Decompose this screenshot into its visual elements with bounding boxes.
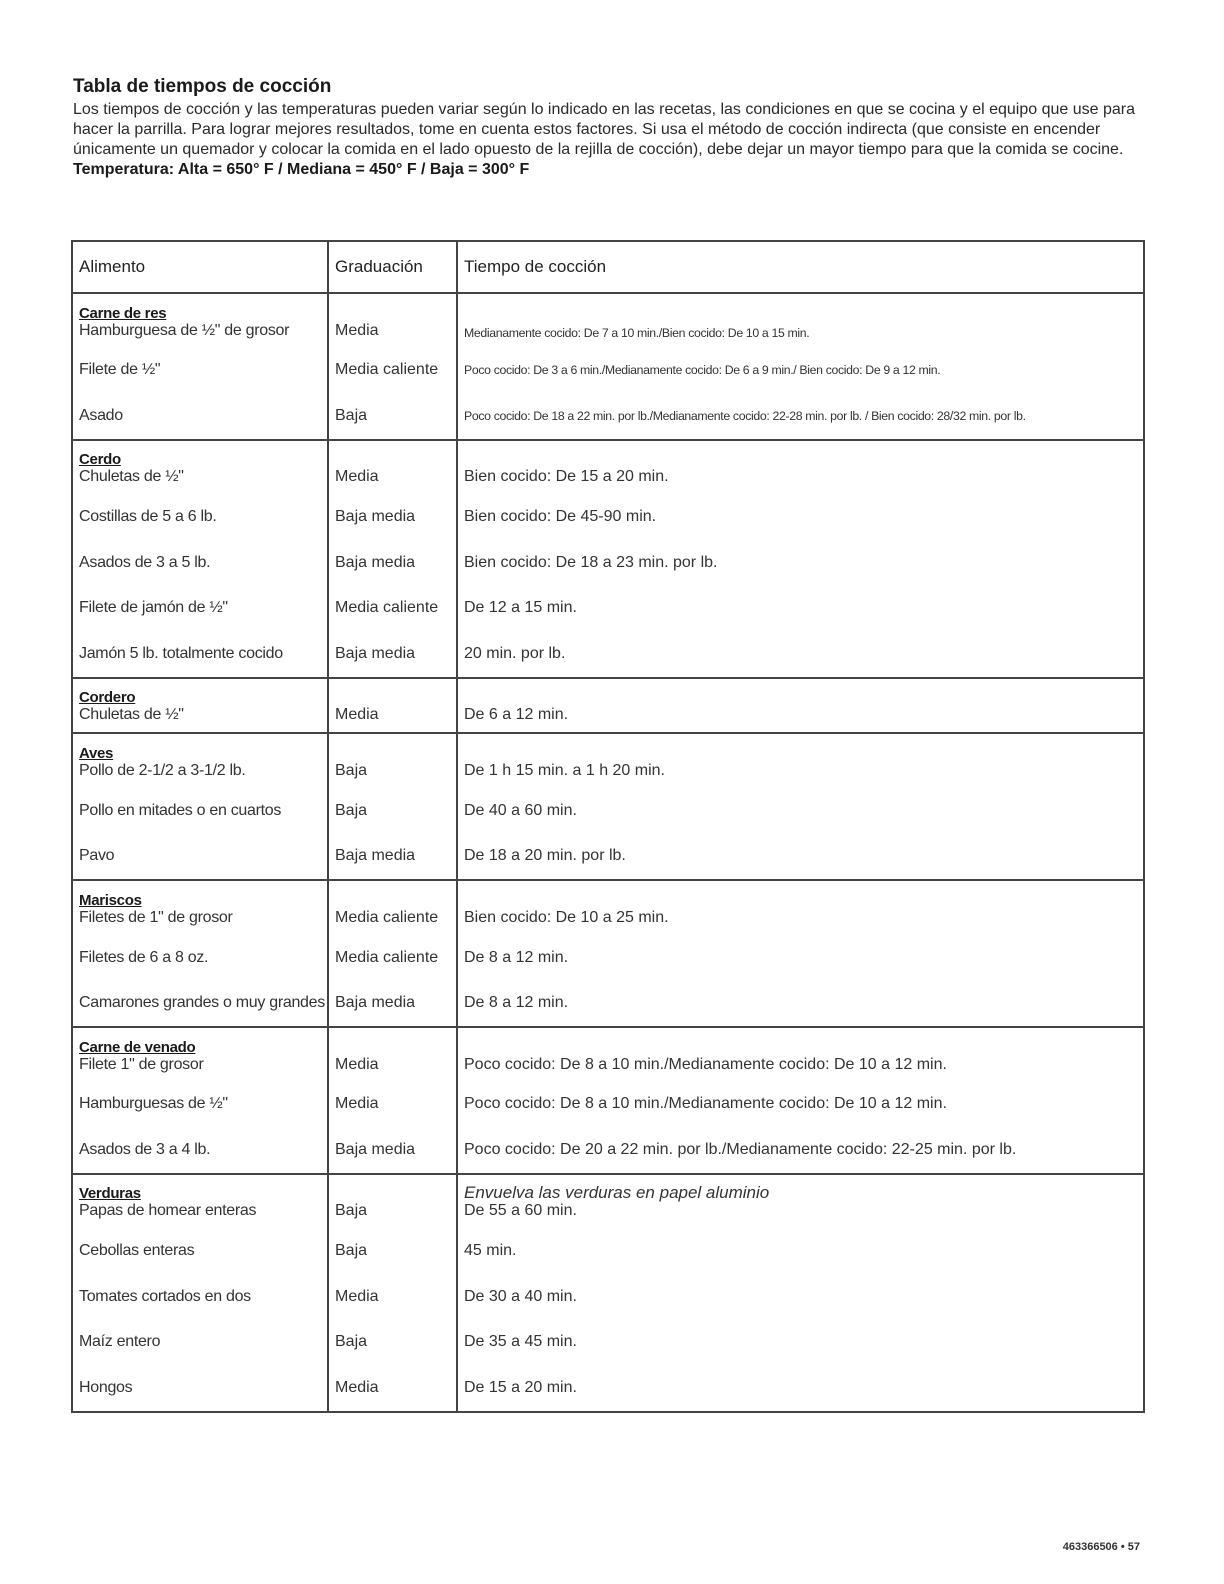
food-cell — [72, 935, 328, 981]
table-row — [72, 586, 1144, 632]
food-cell — [72, 1274, 328, 1320]
time-label: De 6 a 12 min. — [464, 706, 569, 724]
table-row — [72, 1319, 1144, 1365]
time-label: Poco cocido: De 3 a 6 min./Medianamente cocido: De 6 a 9 min./ Bien cocido: De 9 a 12 min. — [464, 363, 941, 378]
table-row — [72, 440, 1144, 495]
food-label: Costillas de 5 a 6 lb. — [79, 508, 217, 526]
food-cell — [72, 834, 328, 881]
setting-cell: Media — [328, 1027, 457, 1082]
food-cell — [72, 788, 328, 834]
setting-cell: Baja media — [328, 540, 457, 586]
time-label: Poco cocido: De 18 a 22 min. por lb./Medianamente cocido: 22-28 min. por lb. / Bien cocido: 28/32 min. por lb. — [464, 408, 1026, 423]
food-label: Filete de ½" — [79, 361, 161, 379]
category-label: Cordero — [79, 689, 136, 707]
food-label: Cebollas enteras — [79, 1242, 195, 1260]
food-cell — [72, 631, 328, 678]
food-label: Hamburguesa de ½" de grosor — [79, 321, 290, 339]
time-label: Bien cocido: De 15 a 20 min. — [464, 468, 669, 486]
time-cell — [457, 980, 1144, 1027]
table-row — [72, 1174, 1144, 1229]
table-row — [72, 293, 1144, 348]
food-label: Tomates cortados en dos — [79, 1287, 251, 1305]
food-cell — [72, 293, 328, 348]
table-row — [72, 880, 1144, 935]
page-title: Tabla de tiempos de cocción — [73, 76, 332, 97]
time-cell — [457, 494, 1144, 540]
category-label: Carne de venado — [79, 1038, 196, 1056]
table-row — [72, 1082, 1144, 1128]
table-row — [72, 1228, 1144, 1274]
setting-cell: Baja — [328, 733, 457, 788]
header-time: Tiempo de cocción — [457, 241, 1144, 293]
time-label: De 15 a 20 min. — [464, 1378, 577, 1396]
table-row — [72, 834, 1144, 881]
table-row — [72, 393, 1144, 440]
table-header-row — [72, 241, 1144, 293]
food-cell — [72, 1365, 328, 1412]
food-cell — [72, 880, 328, 935]
setting-cell: Baja — [328, 393, 457, 440]
category-label: Verduras — [79, 1185, 141, 1203]
food-label: Asados de 3 a 4 lb. — [79, 1140, 211, 1158]
food-cell — [72, 678, 328, 734]
time-cell — [457, 586, 1144, 632]
time-cell — [457, 678, 1144, 734]
time-cell — [457, 834, 1144, 881]
time-label: De 8 a 12 min. — [464, 994, 569, 1012]
table-row — [72, 1027, 1144, 1082]
setting-cell: Media — [328, 1274, 457, 1320]
time-label: De 30 a 40 min. — [464, 1287, 577, 1305]
food-label: Hamburguesas de ½" — [79, 1095, 228, 1113]
time-label: 20 min. por lb. — [464, 644, 566, 662]
cooking-times-table — [71, 240, 1145, 1413]
setting-cell: Baja — [328, 1319, 457, 1365]
time-label: De 1 h 15 min. a 1 h 20 min. — [464, 761, 665, 779]
time-label: De 18 a 20 min. por lb. — [464, 847, 626, 865]
time-label: Bien cocido: De 45-90 min. — [464, 508, 657, 526]
time-label: De 8 a 12 min. — [464, 948, 569, 966]
table-row — [72, 980, 1144, 1027]
setting-cell: Media caliente — [328, 935, 457, 981]
setting-cell: Media — [328, 293, 457, 348]
time-cell — [457, 631, 1144, 678]
table-row — [72, 540, 1144, 586]
time-cell — [457, 1127, 1144, 1174]
food-cell — [72, 1082, 328, 1128]
setting-cell: Baja media — [328, 834, 457, 881]
food-label: Filetes de 1" de grosor — [79, 908, 233, 926]
food-cell — [72, 1228, 328, 1274]
time-cell — [457, 1365, 1144, 1412]
food-cell — [72, 393, 328, 440]
setting-cell: Baja media — [328, 980, 457, 1027]
time-cell — [457, 1082, 1144, 1128]
header-food: Alimento — [72, 241, 328, 293]
food-label: Pavo — [79, 847, 115, 865]
table-row — [72, 494, 1144, 540]
category-label: Carne de res — [79, 304, 167, 322]
time-label: Bien cocido: De 10 a 25 min. — [464, 908, 669, 926]
time-label: Poco cocido: De 8 a 10 min./Medianamente cocido: De 10 a 12 min. — [464, 1055, 947, 1073]
time-cell — [457, 540, 1144, 586]
intro-paragraph: Los tiempos de cocción y las temperaturas pueden variar según lo indicado en las recetas, las condiciones en que se cocina y el equipo que use para hacer la parrilla. Para lograr mejores resultados, tome en cuenta estos factores. Si usa el método de cocción indirecta (que consiste en encender únicamente un quemador y colocar la comida en el lado opuesto de la rejilla de cocción), debe dejar un mayor tiempo para que la comida se cocine. — [73, 101, 1135, 158]
time-cell — [457, 440, 1144, 495]
time-label: Bien cocido: De 18 a 23 min. por lb. — [464, 553, 718, 571]
setting-cell: Baja media — [328, 494, 457, 540]
food-cell — [72, 586, 328, 632]
food-cell — [72, 1027, 328, 1082]
setting-cell: Baja media — [328, 1127, 457, 1174]
setting-cell: Media — [328, 1365, 457, 1412]
setting-cell: Baja — [328, 788, 457, 834]
table-row — [72, 1127, 1144, 1174]
food-label: Chuletas de ½" — [79, 468, 184, 486]
table-row — [72, 1274, 1144, 1320]
food-label: Pollo en mitades o en cuartos — [79, 801, 282, 819]
setting-cell: Media — [328, 678, 457, 734]
setting-cell: Media caliente — [328, 880, 457, 935]
time-label: De 12 a 15 min. — [464, 599, 577, 617]
food-label: Hongos — [79, 1378, 133, 1396]
food-cell — [72, 494, 328, 540]
food-cell — [72, 1127, 328, 1174]
time-cell — [457, 293, 1144, 348]
time-label: Medianamente cocido: De 7 a 10 min./Bien cocido: De 10 a 15 min. — [464, 325, 810, 340]
time-cell — [457, 788, 1144, 834]
category-label: Aves — [79, 744, 114, 762]
setting-cell: Media caliente — [328, 586, 457, 632]
food-cell — [72, 980, 328, 1027]
group-note: Envuelva las verduras en papel aluminio — [464, 1183, 770, 1203]
setting-cell: Media — [328, 440, 457, 495]
food-label: Maíz entero — [79, 1333, 161, 1351]
time-cell — [457, 1274, 1144, 1320]
food-label: Filetes de 6 a 8 oz. — [79, 948, 209, 966]
food-label: Papas de homear enteras — [79, 1202, 257, 1220]
page-number: 463366506 • 57 — [1062, 1541, 1140, 1553]
time-cell — [457, 733, 1144, 788]
food-label: Jamón 5 lb. totalmente cocido — [79, 644, 283, 662]
table-row — [72, 348, 1144, 394]
header-setting: Graduación — [328, 241, 457, 293]
food-label: Asado — [79, 406, 123, 424]
time-label: Poco cocido: De 8 a 10 min./Medianamente cocido: De 10 a 12 min. — [464, 1095, 947, 1113]
food-cell — [72, 440, 328, 495]
time-label: De 40 a 60 min. — [464, 801, 577, 819]
table-row — [72, 678, 1144, 734]
food-label: Asados de 3 a 5 lb. — [79, 553, 211, 571]
category-label: Cerdo — [79, 451, 121, 469]
page-header — [73, 76, 1148, 179]
food-cell — [72, 1174, 328, 1229]
time-cell — [457, 1228, 1144, 1274]
food-cell — [72, 733, 328, 788]
time-label: 45 min. — [464, 1242, 517, 1260]
temperature-legend: Temperatura: Alta = 650° F / Mediana = 450° F / Baja = 300° F — [73, 161, 530, 178]
food-label: Pollo de 2-1/2 a 3-1/2 lb. — [79, 761, 246, 779]
table-row — [72, 788, 1144, 834]
setting-cell: Baja media — [328, 631, 457, 678]
setting-cell: Media — [328, 1082, 457, 1128]
food-cell — [72, 348, 328, 394]
time-cell — [457, 1027, 1144, 1082]
time-label: Poco cocido: De 20 a 22 min. por lb./Medianamente cocido: 22-25 min. por lb. — [464, 1140, 1017, 1158]
category-label: Mariscos — [79, 891, 142, 909]
setting-cell: Baja — [328, 1228, 457, 1274]
time-cell — [457, 393, 1144, 440]
setting-cell: Media caliente — [328, 348, 457, 394]
food-label: Filete 1" de grosor — [79, 1055, 204, 1073]
time-cell — [457, 935, 1144, 981]
time-cell — [457, 1174, 1144, 1229]
food-label: Filete de jamón de ½" — [79, 599, 228, 617]
table-row — [72, 631, 1144, 678]
food-label: Camarones grandes o muy grandes — [79, 994, 325, 1012]
time-cell — [457, 880, 1144, 935]
time-cell — [457, 348, 1144, 394]
food-label: Chuletas de ½" — [79, 706, 184, 724]
time-label: De 55 a 60 min. — [464, 1202, 577, 1220]
time-label: De 35 a 45 min. — [464, 1333, 577, 1351]
time-cell — [457, 1319, 1144, 1365]
table-row — [72, 935, 1144, 981]
food-cell — [72, 540, 328, 586]
setting-cell: Baja — [328, 1174, 457, 1229]
table-row — [72, 1365, 1144, 1412]
table-row — [72, 733, 1144, 788]
food-cell — [72, 1319, 328, 1365]
